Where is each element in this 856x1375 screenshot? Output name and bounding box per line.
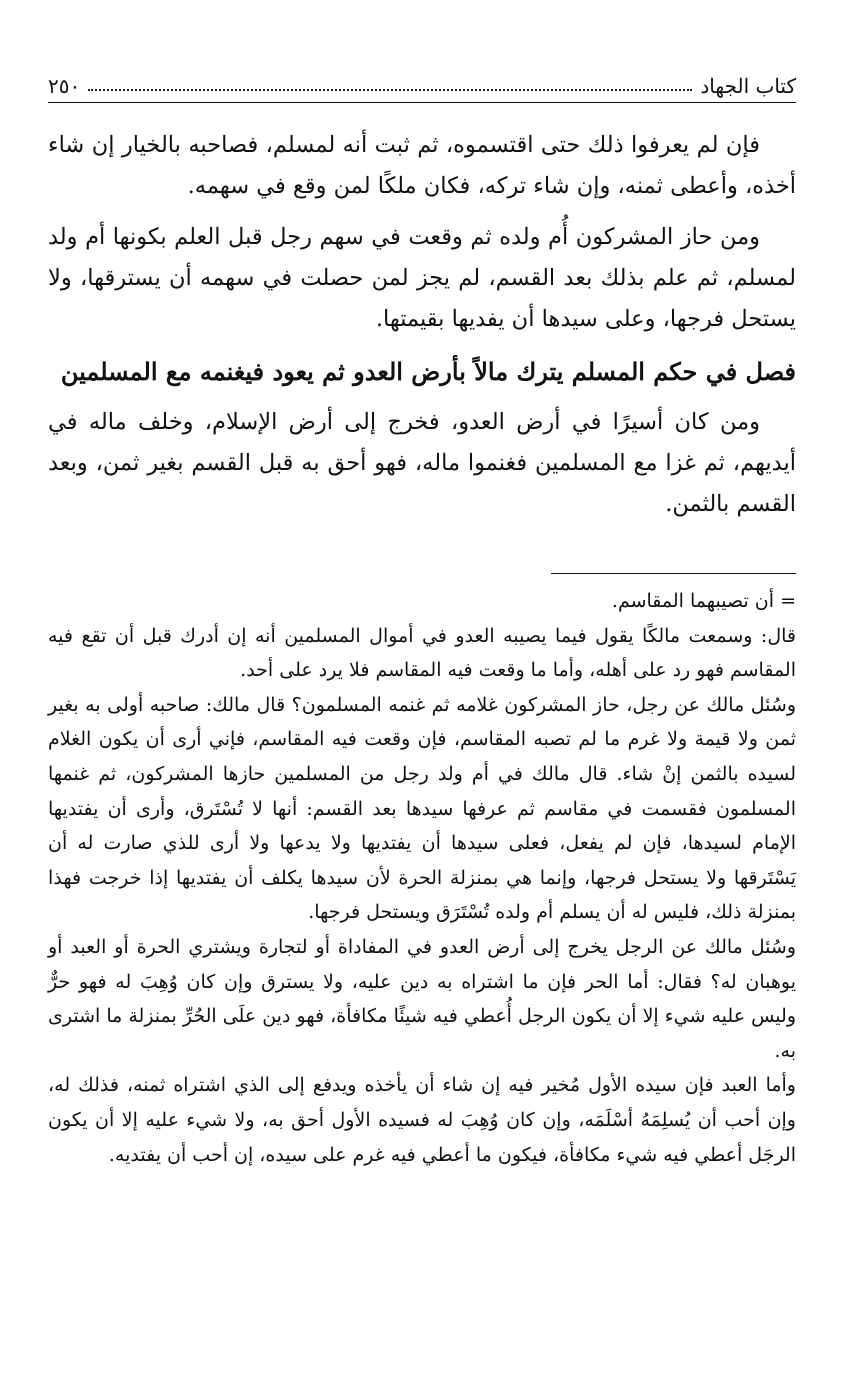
page-number: ٢٥٠ <box>48 74 81 98</box>
book-title: كتاب الجهاد <box>700 74 796 98</box>
footnote-4: وسُئل مالك عن الرجل يخرج إلى أرض العدو في المفاداة أو لتجارة ويشتري الحرة أو العبد أو يوهبان له؟ فقال: أما الحر فإن ما اشتراه به دين عليه، ولا يسترق وإن كان وُهِبَ له فهو حرٌّ وليس عليه شيء إلا أن يكون الرجل أُعطي فيه شيئًا مكافأة، فهو دين علَى الحُرِّ بمنزلة ما اشترى به. <box>48 935 796 1062</box>
main-paragraph-2: ومن حاز المشركون أُم ولده ثم وقعت في سهم رجل قبل العلم بكونها أم ولد لمسلم، ثم علم بذلك بعد القسم، لم يجز لمن حصلت في سهمه أن يسترقها، ولا يستحل فرجها، وعلى سيدها أن يفديها بقيمتها. <box>48 224 796 332</box>
running-header <box>48 70 796 103</box>
footnote-divider <box>551 573 796 574</box>
section-heading: فصل في حكم المسلم يترك مالاً بأرض العدو ثم يعود فيغنمه مع المسلمين <box>60 357 796 386</box>
main-paragraph-1: فإن لم يعرفوا ذلك حتى اقتسموه، ثم ثبت أنه لمسلم، فصاحبه بالخيار إن شاء أخذه، وأعطى ثمنه، وإن شاء تركه، فكان ملكًا لمن وقع في سهمه. <box>48 132 796 199</box>
footnote-1: = أن تصيبهما المقاسم. <box>611 590 796 612</box>
footnote-3: وسُئل مالك عن رجل، حاز المشركون غلامه ثم غنمه المسلمون؟ قال مالك: صاحبه أولى به بغير ثمن ولا قيمة ولا غرم ما لم تصبه المقاسم، فإن وقعت فيه المقاسم، فإني أرى أن يكون الغلام لسيده بالثمن إنْ شاء. قال مالك في أم ولد رجل من المسلمين حازها المشركون، ثم غنمها المسلمون فقسمت في مقاسم ثم عرفها سيدها بعد القسم: أنها لا تُسْتَرق، وأرى أن يفتديها الإمام لسيدها، فإن لم يفعل، فعلى سيدها أن يفتديها ولا يدعها ولا أرى للذي صارت له أن يَسْتَرقها ولا يستحل فرجها، وإنما هي بمنزلة الحرة لأن سيدها يكلف أن يفتديها إذا خرجت فهذا بمنزلة ذلك، فليس له أن يسلم أم ولده تُسْتَرَق ويستحل فرجها. <box>48 693 796 924</box>
footnote-5: وأما العبد فإن سيده الأول مُخير فيه إن شاء أن يأخذه ويدفع إلى الذي اشتراه ثمنه، فذلك له، وإن أحب أن يُسلِمَهُ أسْلَمَه، وإن كان وُهِبَ له فسيده الأول أحق به، ولا شيء عليه إلا أن يكون الرجَل أعطي فيه شيء مكافأة، فيكون ما أعطي فيه غرم على سيده، إن أحب أن يفتديه. <box>48 1074 796 1166</box>
leader-dots <box>88 89 692 91</box>
main-paragraph-3: ومن كان أسيرًا في أرض العدو، فخرج إلى أرض الإسلام، وخلف ماله في أيديهم، ثم غزا مع المسلمين فغنموا ماله، فهو أحق به قبل القسم بغير ثمن، وبعد القسم بالثمن. <box>48 409 796 517</box>
footnotes <box>48 584 796 1172</box>
main-text <box>48 125 796 525</box>
footnote-2: قال: وسمعت مالكًا يقول فيما يصيبه العدو في أموال المسلمين أنه إن أدرك قبل أن تقع فيه المقاسم فهو رد على أهله، وأما ما وقعت فيه المقاسم فلا يرد على أحد. <box>48 624 796 682</box>
